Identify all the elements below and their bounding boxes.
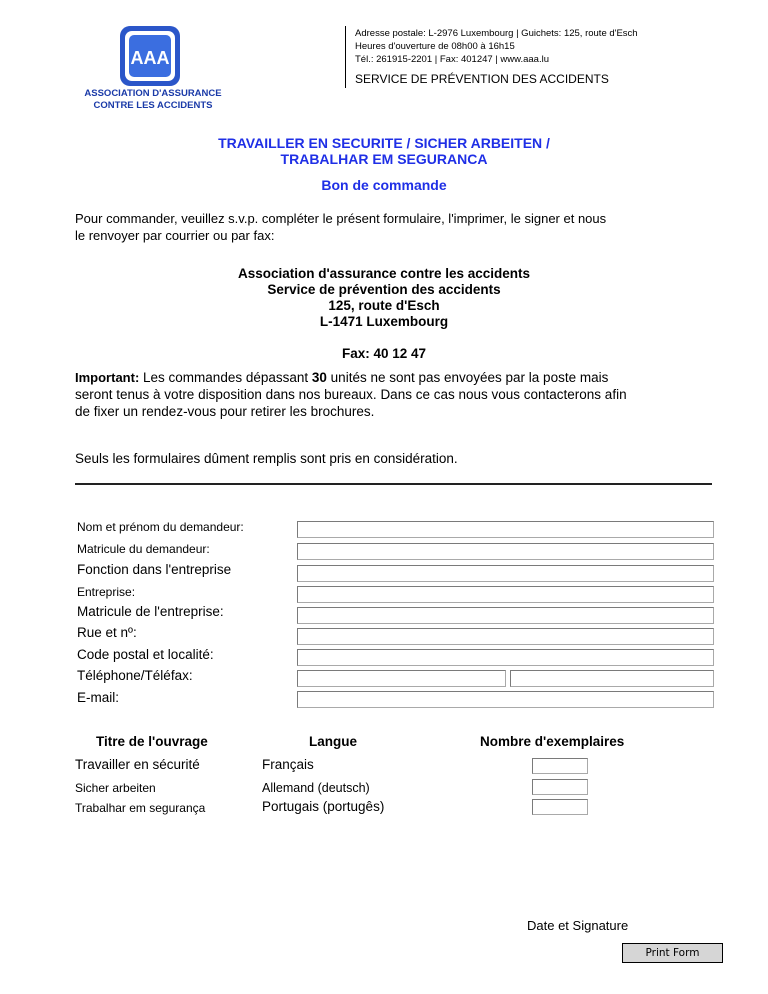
street-field[interactable] [297,628,714,645]
header-divider [345,26,346,88]
header-hours: Heures d'ouverture de 08h00 à 16h15 [355,41,515,52]
recipient-line1: Association d'assurance contre les accidents [237,266,531,281]
company-field[interactable] [297,586,714,603]
page-title-line1: TRAVAILLER EN SECURITE / SICHER ARBEITEN / [218,135,550,151]
column-header-language: Langue [309,734,358,749]
postal-label: Code postal et localité: [77,647,214,662]
logo-mark-text: AAA [130,48,170,68]
function-field[interactable] [297,565,714,582]
order-row-2-copies-input[interactable] [532,779,588,795]
requester-id-field[interactable] [297,543,714,560]
column-header-title: Titre de l'ouvrage [96,734,208,749]
section-divider [75,483,712,485]
print-form-button[interactable]: Print Form [622,943,723,963]
intro-line2: le renvoyer par courrier ou par fax: [75,228,275,243]
company-label: Entreprise: [77,585,136,599]
order-row-1-language: Français [262,757,314,772]
notice-text: Seuls les formulaires dûment remplis sont pris en considération. [75,451,458,466]
page-subtitle: Bon de commande [321,177,447,193]
postal-field[interactable] [297,649,714,666]
column-header-copies: Nombre d'exemplaires [480,734,625,749]
header-contact: Tél.: 261915-2201 | Fax: 401247 | www.aaa.lu [355,54,550,65]
company-id-field[interactable] [297,607,714,624]
logo [78,20,228,110]
recipient-line3: 125, route d'Esch [328,298,440,313]
company-id-label: Matricule de l'entreprise: [77,604,224,619]
intro-line1: Pour commander, veuillez s.v.p. compléter le présent formulaire, l'imprimer, le signer et nous [75,211,607,226]
name-field[interactable] [297,521,714,538]
logo-text-line2: CONTRE LES ACCIDENTS [93,100,213,111]
header-service: SERVICE DE PRÉVENTION DES ACCIDENTS [355,72,609,86]
name-label: Nom et prénom du demandeur: [77,520,244,534]
signature-label: Signature [572,918,629,933]
fax-field[interactable] [510,670,714,687]
aaa-logo-icon [118,24,182,88]
page-title-line2: TRABALHAR EM SEGURANCA [280,151,488,167]
recipient-line4: L-1471 Luxembourg [319,314,449,329]
email-label: E-mail: [77,690,120,705]
date-label: Date et [527,918,569,933]
header-address: Adresse postale: L-2976 Luxembourg | Guichets: 125, route d'Esch [355,28,638,39]
requester-id-label: Matricule du demandeur: [77,542,210,556]
order-row-1-title: Travailler en sécurité [75,757,200,772]
date-signature-label [527,918,628,933]
street-label: Rue et nº: [77,625,137,640]
important-line1 [75,369,608,386]
recipient-fax: Fax: 40 12 47 [341,346,427,361]
order-row-2-title: Sicher arbeiten [75,781,156,795]
recipient-line2: Service de prévention des accidents [267,282,501,297]
important-line3: de fixer un rendez-vous pour retirer les brochures. [75,404,375,419]
email-field[interactable] [297,691,714,708]
order-row-3-title: Trabalhar em segurança [75,801,206,815]
important-text-before: Les commandes dépassant [139,370,312,385]
order-row-3-language: Portugais (portugês) [262,799,385,814]
important-line2: seront tenus à votre disposition dans nos bureaux. Dans ce cas nous vous contacterons afin [75,387,627,402]
phone-label: Téléphone/Téléfax: [77,668,193,683]
order-row-3-copies-input[interactable] [532,799,588,815]
important-quantity: 30 [311,370,327,385]
important-text-after: unités ne sont pas envoyées par la poste mais [326,370,609,385]
phone-field[interactable] [297,670,506,687]
important-label: Important: [75,370,140,385]
logo-text-line1: ASSOCIATION D'ASSURANCE [84,88,222,99]
order-row-2-language: Allemand (deutsch) [262,781,370,795]
function-label: Fonction dans l'entreprise [77,562,232,577]
order-row-1-copies-input[interactable] [532,758,588,774]
